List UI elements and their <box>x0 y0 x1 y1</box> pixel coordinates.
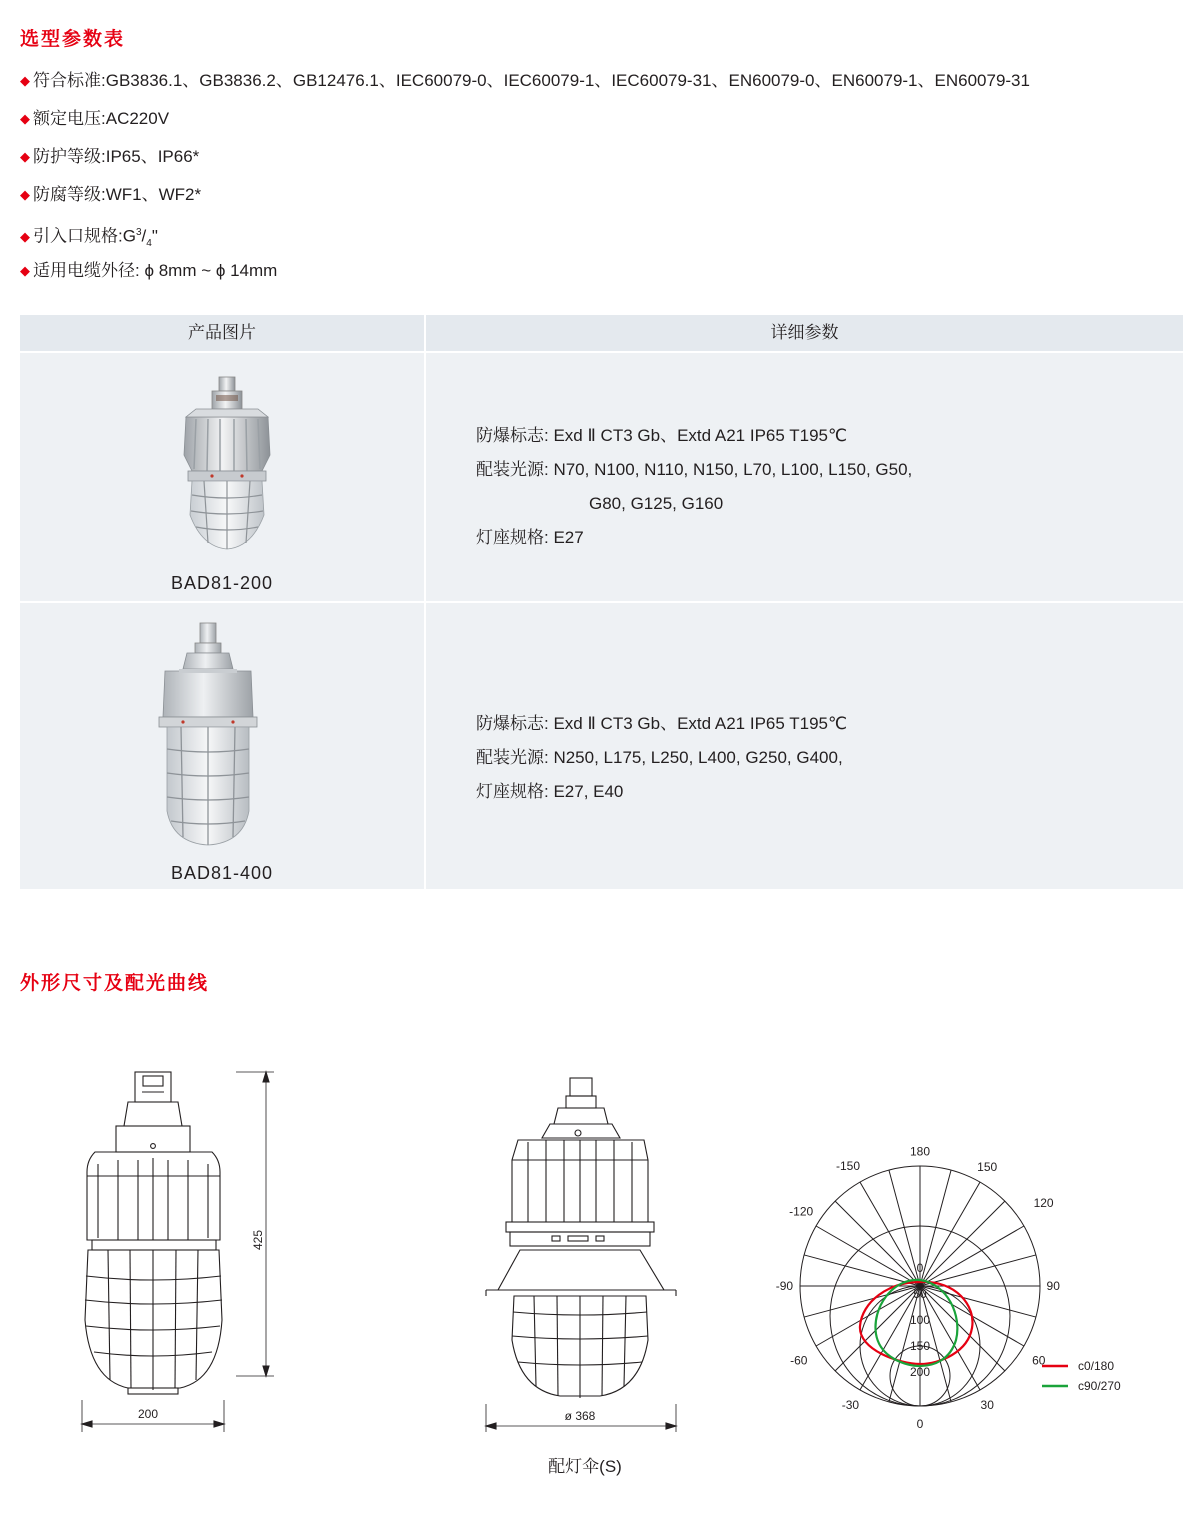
detail-light-source: 配装光源: N250, L175, L250, L400, G250, G400, <box>476 748 843 767</box>
header-product-image: 产品图片 <box>188 323 256 342</box>
polar-radial-label: 50 <box>913 1287 927 1301</box>
polar-spoke <box>835 1201 920 1286</box>
spec-corrosion: ◆ 防腐等级:WF1、WF2* <box>20 185 202 204</box>
technical-drawings <box>0 1040 1200 1500</box>
polar-angle-label: 60 <box>1032 1353 1046 1368</box>
polar-angle-label: -30 <box>841 1397 860 1412</box>
model-label: BAD81-400 <box>170 863 274 883</box>
spec-standards: ◆ 符合标准:GB3836.1、GB3836.2、GB12476.1、IEC60079-0、IEC60079-1、IEC60079-31、EN60079-0、EN60079-1、EN60079-31 <box>20 71 1030 90</box>
polar-spoke <box>920 1201 1005 1286</box>
polar-spoke <box>860 1182 920 1286</box>
height-dimension: 425 <box>251 1229 265 1251</box>
polar-angle-label: 150 <box>977 1160 998 1175</box>
polar-spoke <box>889 1170 920 1286</box>
diamond-bullet-icon: ◆ <box>20 263 30 278</box>
details-cell <box>424 353 1183 601</box>
diamond-bullet-icon: ◆ <box>20 149 30 164</box>
detail-light-source: 配装光源: N70, N100, N110, N150, L70, L100, L150, G50, <box>476 460 913 479</box>
shade-diameter-dimension: ø 368 <box>564 1409 596 1423</box>
spec-inlet: ◆ 引入口规格$:G^3/_4$" <box>20 226 158 250</box>
lamp-photo-bad81-400 <box>153 621 263 861</box>
drawing-with-shade <box>486 1078 676 1432</box>
diamond-bullet-icon: ◆ <box>20 187 30 202</box>
polar-angle-label: -120 <box>789 1204 814 1219</box>
polar-angle-label: -90 <box>775 1279 794 1293</box>
detail-ex-mark: 防爆标志: Exd Ⅱ CT3 Gb、Extd A21 IP65 T195℃ <box>476 714 848 733</box>
diamond-bullet-icon: ◆ <box>20 111 30 126</box>
polar-angle-label: 0 <box>916 1417 924 1431</box>
width-dimension: 200 <box>137 1407 159 1421</box>
polar-light-distribution-chart <box>776 1145 1060 1431</box>
polar-spoke <box>920 1255 1036 1286</box>
table-row <box>20 601 1183 889</box>
section-title-dimensions: 外形尺寸及配光曲线 <box>20 973 210 994</box>
product-image-cell <box>20 603 424 889</box>
polar-angle-label: -60 <box>790 1353 808 1368</box>
polar-legend <box>1042 1359 1121 1393</box>
polar-spoke <box>835 1286 920 1371</box>
spec-protection: ◆ 防护等级:IP65、IP66* <box>20 147 200 166</box>
polar-radial-label: 100 <box>909 1313 931 1327</box>
legend-c0-180: c0/180 <box>1078 1359 1115 1373</box>
polar-spoke <box>920 1182 980 1286</box>
diamond-bullet-icon: ◆ <box>20 228 30 244</box>
diamond-bullet-icon: ◆ <box>20 73 30 88</box>
detail-light-source-cont: G80, G125, G160 <box>589 494 724 513</box>
spec-voltage: ◆ 额定电压:AC220V <box>20 109 170 128</box>
polar-spoke <box>804 1286 920 1317</box>
detail-lamp-holder: 灯座规格: E27, E40 <box>476 782 624 801</box>
spec-cable: ◆ 适用电缆外径: ϕ 8mm ~ ϕ 14mm <box>20 261 278 280</box>
polar-angle-label: 120 <box>1033 1196 1054 1211</box>
detail-lamp-holder: 灯座规格: E27 <box>476 528 584 547</box>
product-image-cell <box>20 353 424 601</box>
polar-spoke <box>920 1170 951 1286</box>
section-title-selection-params: 选型参数表 <box>20 29 126 50</box>
polar-angle-label: 90 <box>1046 1279 1060 1293</box>
details-cell <box>424 603 1183 889</box>
polar-spoke <box>920 1286 1036 1317</box>
table-header <box>20 315 1183 351</box>
polar-angle-label: 30 <box>980 1397 994 1412</box>
parameter-table <box>20 315 1183 889</box>
drawing-caption: 配灯伞(S) <box>548 1457 622 1476</box>
header-details: 详细参数 <box>424 315 1183 351</box>
polar-spoke <box>920 1226 1024 1286</box>
detail-text <box>476 419 912 555</box>
detail-text <box>476 707 847 809</box>
polar-angle-label: -150 <box>835 1159 861 1173</box>
legend-c90-270: c90/270 <box>1078 1379 1121 1393</box>
polar-spoke <box>804 1255 920 1286</box>
polar-radial-label: 200 <box>909 1365 931 1379</box>
polar-angle-label: 180 <box>909 1144 931 1159</box>
polar-radial-label: 150 <box>909 1339 931 1353</box>
lamp-photo-bad81-200 <box>172 375 282 565</box>
spec-list <box>20 64 1190 292</box>
drawing-front-view <box>82 1072 274 1432</box>
detail-ex-mark: 防爆标志: Exd Ⅱ CT3 Gb、Extd A21 IP65 T195℃ <box>476 426 848 445</box>
polar-spoke <box>816 1286 920 1346</box>
table-row <box>20 351 1183 601</box>
model-label: BAD81-200 <box>170 573 274 593</box>
polar-spoke <box>816 1226 920 1286</box>
polar-radial-label: 0 <box>916 1261 924 1275</box>
